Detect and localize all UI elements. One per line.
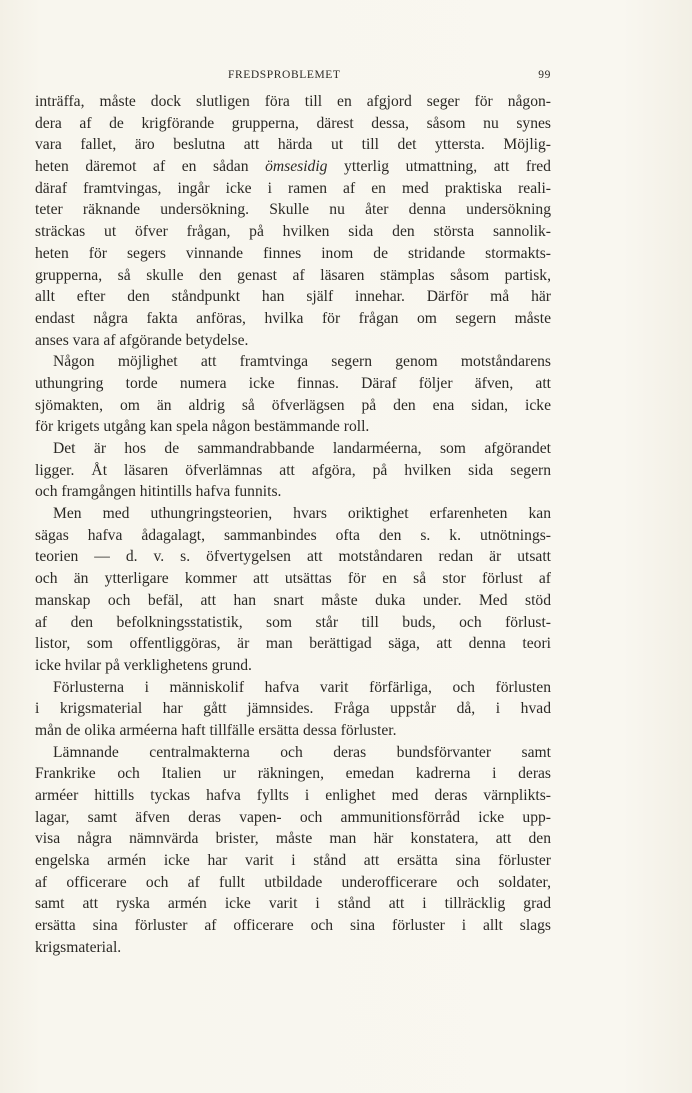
text-line: engelska armén icke har varit i stånd att ersätta sina förluster (35, 852, 551, 870)
text-line: visa några nämnvärda brister, måste man här konstatera, att den (35, 830, 551, 848)
text-line: i krigsmaterial har gått jämnsides. Fråga uppstår då, i hvad (35, 700, 551, 718)
text-line: grupperna, så skulle den genast af läsaren stämplas såsom partisk, (35, 266, 551, 284)
text-line: dera af de krigförande grupperna, därest dessa, såsom nu synes (35, 114, 551, 132)
text-line: af den befolkningsstatistik, som står till buds, och förlust- (35, 613, 551, 631)
paragraph (35, 438, 551, 503)
running-header (35, 69, 551, 85)
body-text (35, 91, 551, 959)
paragraph (35, 351, 551, 438)
paragraph (35, 677, 551, 742)
running-title: FREDSPROBLEMET (228, 69, 341, 81)
text-line: Frankrike och Italien ur räkningen, emedan kadrerna i deras (35, 765, 551, 783)
text-line: listor, som offentliggöras, är man berättigad säga, att denna teori (35, 635, 551, 653)
text-segment: heten däremot af en sådan (35, 158, 266, 176)
text-line: samt att ryska armén icke varit i stånd att i tillräcklig grad (35, 895, 551, 913)
text-line: för krigets utgång kan spela någon bestämmande roll. (35, 418, 370, 436)
italic-term: ömsesidig (265, 158, 328, 176)
paragraph (35, 503, 551, 677)
text-line: Förlusterna i människolif hafva varit förfärliga, och förlusten (53, 678, 551, 696)
paragraph (35, 91, 551, 351)
text-line: ligger. Åt läsaren öfverlämnas att afgöra, på hvilken sida segern (35, 461, 551, 479)
text-line: och än ytterligare kommer att utsättas för en så stor förlust af (35, 570, 551, 588)
text-line: icke hvilar på verklighetens grund. (35, 656, 252, 674)
text-line: Men med uthungringsteorien, hvars oriktighet erfarenheten kan (53, 505, 551, 523)
paragraph (35, 742, 551, 959)
text-line: af officerare och af fullt utbildade underofficerare och soldater, (35, 873, 551, 891)
text-line: sjömakten, om än aldrig så öfverlägsen på den ena sidan, icke (35, 396, 551, 414)
text-line: krigsmaterial. (35, 938, 122, 956)
text-line (35, 156, 551, 178)
text-line: lagar, samt äfven deras vapen- och ammunitionsförråd icke upp- (35, 808, 551, 826)
text-line: arméer hittills tyckas hafva fyllts i enlighet med deras värnplikts- (35, 787, 551, 804)
text-line: vara fallet, äro beslutna att härda ut till det yttersta. Möjlig- (35, 136, 551, 154)
text-line: sträckas ut öfver frågan, på hvilken sida den största sannolik- (35, 223, 551, 241)
text-line: anses vara af afgörande betydelse. (35, 331, 249, 349)
text-line: sägas hafva ådagalagt, sammanbindes ofta den s. k. utnötnings- (35, 526, 551, 544)
text-line: inträffa, måste dock slutligen föra till en afgjord seger för någon- (35, 93, 551, 110)
text-line: allt efter den ståndpunkt han själf innehar. Därför må här (35, 288, 551, 306)
text-line: endast några fakta anföras, hvilka för frågan om segern måste (35, 309, 551, 327)
text-line: Lämnande centralmakterna och deras bundsförvanter samt (53, 743, 551, 761)
text-line: manskap och befäl, att han snart måste duka under. Med stöd (35, 591, 551, 609)
text-line: teorien — d. v. s. öfvertygelsen att motståndaren redan är utsatt (35, 548, 551, 566)
text-line: mån de olika arméerna haft tillfälle ersätta dessa förluster. (35, 721, 397, 739)
text-line: och framgången hitintills hafva funnits. (35, 483, 282, 501)
text-line: heten för segers vinnande finnes inom de stridande stormakts- (35, 244, 551, 262)
text-line: teter räknande undersökning. Skulle nu åter denna undersökning (35, 201, 551, 219)
text-line: däraf framtvingas, ingår icke i ramen af en med praktiska reali- (35, 179, 551, 197)
text-line: ersätta sina förluster af officerare och sina förluster i allt slags (35, 917, 551, 935)
page-number: 99 (538, 69, 551, 81)
text-line: Det är hos de sammandrabbande landarméerna, som afgörandet (53, 440, 551, 457)
text-line: Någon möjlighet att framtvinga segern genom motståndarens (53, 353, 551, 371)
text-segment: ytterlig utmattning, att fred (327, 158, 551, 176)
text-line: uthungring torde numera icke finnas. Däraf följer äfven, att (35, 374, 551, 392)
